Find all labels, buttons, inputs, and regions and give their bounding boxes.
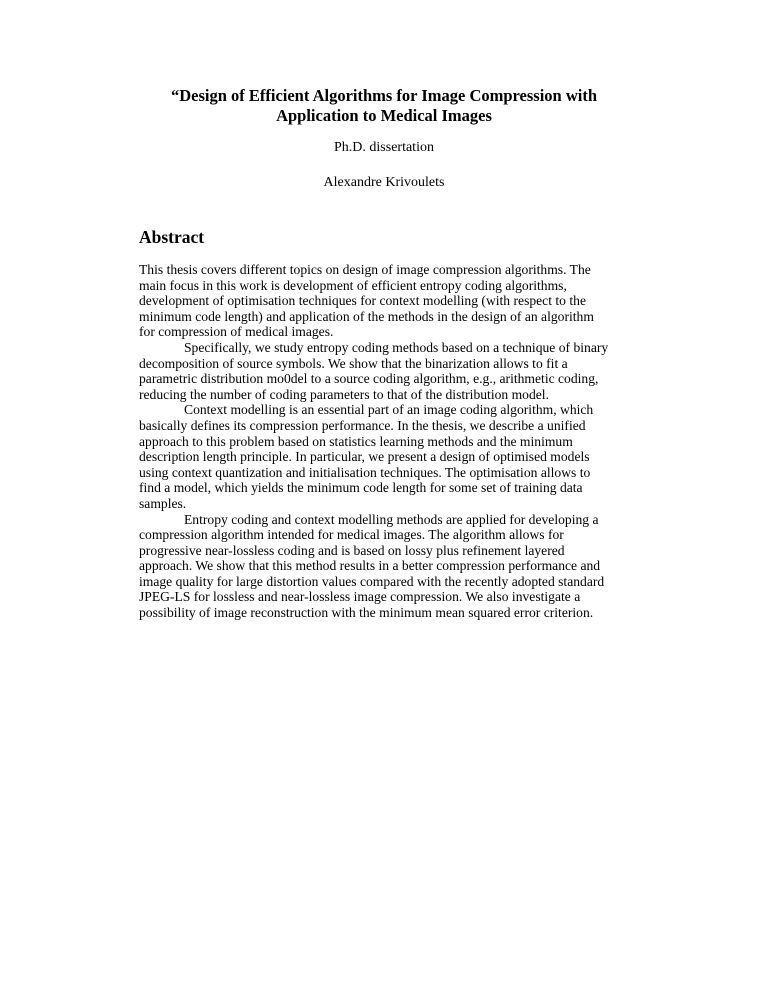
paragraph-start-line: Specifically, we study entropy coding methods based on a technique of binary: [184, 339, 609, 355]
title-line-2: Application to Medical Images: [276, 106, 492, 125]
abstract-line: JPEG-LS for lossless and near-lossless image compression. We also investigate a: [139, 589, 581, 605]
abstract-heading: Abstract: [139, 227, 205, 247]
title-line-1: “Design of Efficient Algorithms for Image Compression with: [170, 86, 598, 105]
paragraph-start-line: Context modelling is an essential part of an image coding algorithm, which: [184, 402, 594, 418]
abstract-line: This thesis covers different topics on design of image compression algorithms. The: [139, 262, 591, 277]
abstract-line: parametric distribution mo0del to a source coding algorithm, e.g., arithmetic coding,: [139, 371, 599, 387]
abstract-line: find a model, which yields the minimum code length for some set of training data: [139, 480, 583, 496]
abstract-line: development of optimisation techniques for context modelling (with respect to the: [139, 293, 586, 309]
abstract-line: image quality for large distortion values compared with the recently adopted standard: [139, 573, 605, 589]
paragraph-start-line: Entropy coding and context modelling methods are applied for developing a: [184, 511, 599, 527]
abstract-line: possibility of image reconstruction with the minimum mean squared error criterion.: [139, 605, 594, 621]
abstract-line: minimum code length) and application of the methods in the design of an algorithm: [139, 308, 594, 324]
abstract-line: approach to this problem based on statistics learning methods and the minimum: [139, 433, 573, 449]
abstract-line: using context quantization and initialisation techniques. The optimisation allows to: [139, 464, 591, 480]
degree-label: Ph.D. dissertation: [334, 140, 434, 155]
document-title: [120, 86, 648, 126]
author-name: Alexandre Krivoulets: [323, 175, 445, 190]
abstract-line: reducing the number of coding parameters to that of the distribution model.: [139, 386, 549, 402]
abstract-line: main focus in this work is development of efficient entropy coding algorithms,: [139, 277, 567, 293]
abstract-line: samples.: [139, 495, 187, 511]
abstract-line: basically defines its compression performance. In the thesis, we describe a unified: [139, 417, 586, 433]
abstract-line: approach. We show that this method results in a better compression performance and: [139, 558, 601, 574]
abstract-line: description length principle. In particular, we present a design of optimised models: [139, 449, 590, 465]
abstract-body: [139, 262, 639, 621]
abstract-line: compression algorithm intended for medical images. The algorithm allows for: [139, 527, 564, 543]
abstract-line: decomposition of source symbols. We show that the binarization allows to fit a: [139, 355, 568, 371]
abstract-line: progressive near-lossless coding and is based on lossy plus refinement layered: [139, 542, 565, 558]
abstract-line: for compression of medical images.: [139, 324, 334, 340]
